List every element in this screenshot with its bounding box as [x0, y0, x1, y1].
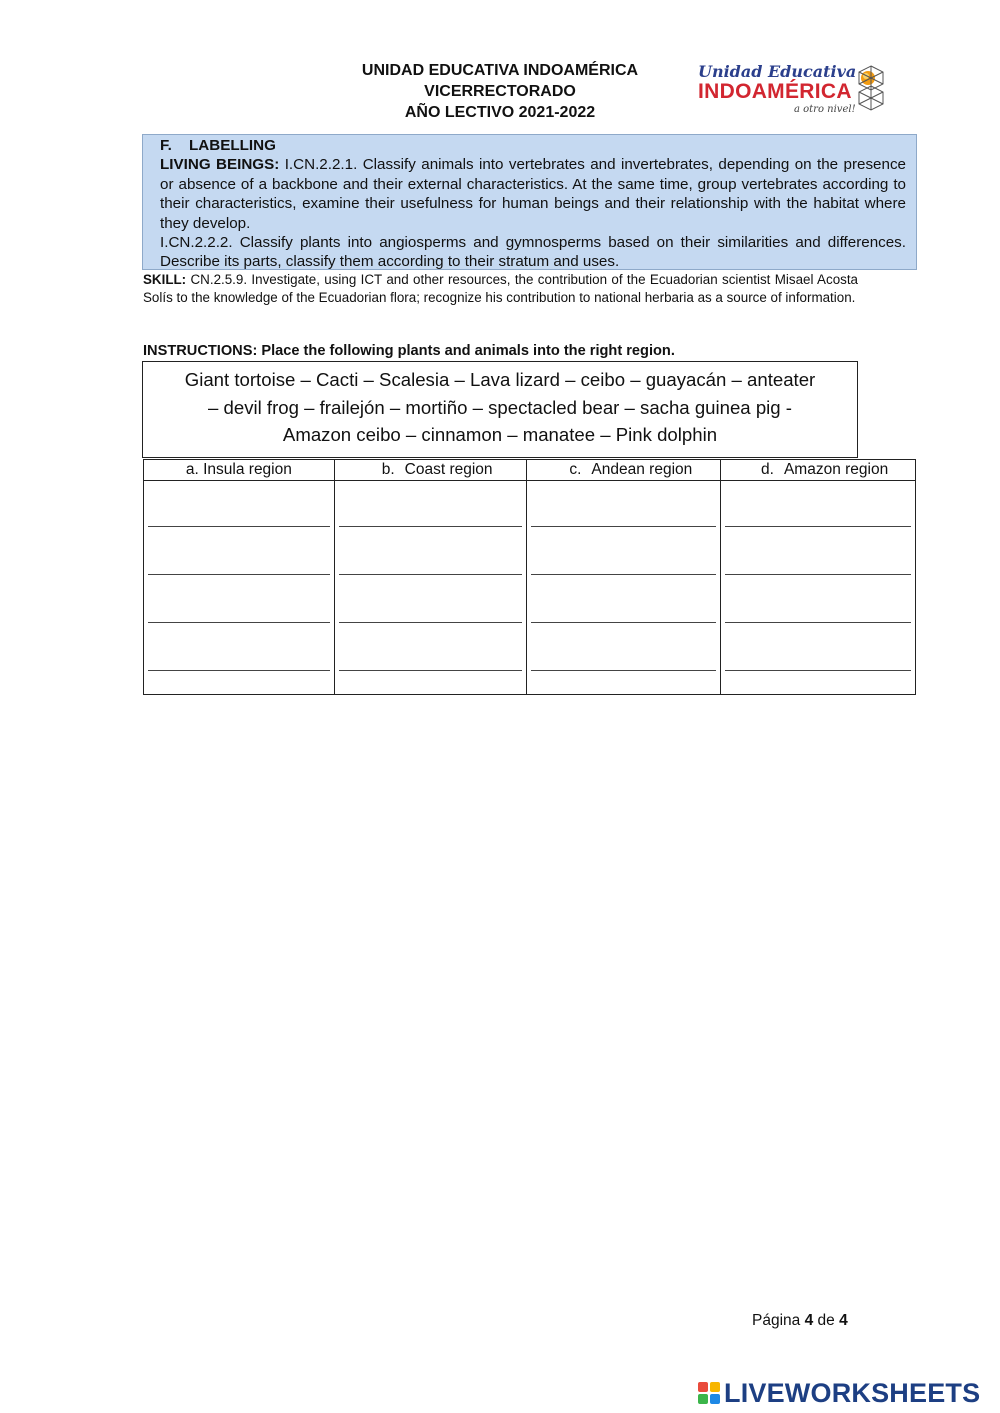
skill-text: CN.2.5.9. Investigate, using ICT and other resources, the contribution of the Ecuadorian scientist Misael Acosta Solís to the knowledge of the Ecuadorian flora; recognize his contribution to national herbaria as a source of information. [143, 272, 858, 305]
section-title [160, 136, 906, 155]
answer-blank[interactable] [339, 599, 523, 623]
andean-answers [527, 481, 721, 695]
watermark-text: LIVEWORKSHEETS [724, 1378, 981, 1408]
insula-answers [144, 481, 335, 695]
regions-answer-row [144, 481, 916, 695]
column-label: Insula region [203, 461, 292, 478]
school-logo [694, 60, 894, 120]
department-name: VICERRECTORADO [424, 83, 576, 100]
section-number: F. [160, 137, 172, 154]
word-bank [142, 361, 858, 458]
answer-blank[interactable] [531, 599, 716, 623]
school-name: UNIDAD EDUCATIVA INDOAMÉRICA [361, 62, 639, 79]
school-year: AÑO LECTIVO 2021-2022 [404, 104, 596, 121]
page-number [752, 1312, 848, 1330]
answer-blank[interactable] [148, 647, 330, 671]
answer-blank[interactable] [148, 599, 330, 623]
word-bank-line: Giant tortoise – Cacti – Scalesia – Lava lizard – ceibo – guayacán – anteater [184, 369, 816, 390]
skill-label: SKILL: [143, 272, 187, 287]
plants-paragraph: I.CN.2.2.2. Classify plants into angiosperms and gymnosperms based on their similarities and differences. Describe its parts, classify them according to their stratum and uses. [160, 234, 906, 271]
column-label: Andean region [591, 461, 693, 478]
column-letter: c. [569, 461, 582, 478]
coast-answers [334, 481, 527, 695]
column-label: Amazon region [783, 461, 889, 478]
answer-blank[interactable] [725, 551, 911, 575]
column-letter: d. [761, 461, 774, 478]
living-beings-paragraph [160, 155, 906, 233]
instructions: INSTRUCTIONS: Place the following plants and animals into the right region. [143, 343, 675, 359]
answer-blank[interactable] [339, 503, 523, 527]
column-letter: a. [185, 461, 199, 478]
answer-blank[interactable] [339, 647, 523, 671]
column-header-coast [334, 460, 527, 481]
logo-line2: INDOAMÉRICA [698, 80, 852, 103]
answer-blank[interactable] [725, 647, 911, 671]
liveworksheets-watermark [698, 1378, 994, 1408]
regions-header-row [144, 460, 916, 481]
logo-tagline: a otro nivel! [794, 104, 856, 115]
learning-outcomes-box [142, 134, 917, 270]
word-bank-line: Amazon ceibo – cinnamon – manatee – Pink dolphin [282, 424, 718, 445]
word-bank-line: – devil frog – frailejón – mortiño – spectacled bear – sacha guinea pig - [208, 396, 792, 418]
answer-blank[interactable] [148, 551, 330, 575]
cube-stack-icon [856, 64, 886, 112]
answer-blank[interactable] [339, 551, 523, 575]
amazon-answers [721, 481, 916, 695]
regions-table [143, 459, 916, 695]
answer-blank[interactable] [725, 503, 911, 527]
logo-line1: Unidad Educativa [698, 62, 857, 81]
answer-blank[interactable] [725, 599, 911, 623]
living-beings-text: I.CN.2.2.1. Classify animals into vertebrates and invertebrates, depending on the presence or absence of a backbone and their external characteristics. At the same time, group vertebrates according to their characteristics, examine their usefulness for human beings and their relationship with the habitat where they develop. [160, 156, 906, 232]
column-letter: b. [381, 461, 395, 478]
answer-blank[interactable] [531, 551, 716, 575]
skill-paragraph [143, 271, 858, 306]
section-title-text: LABELLING [189, 137, 276, 154]
column-header-insula [144, 460, 335, 481]
answer-blank[interactable] [531, 503, 716, 527]
answer-blank[interactable] [531, 647, 716, 671]
column-header-amazon [721, 460, 916, 481]
living-beings-label: LIVING BEINGS: [160, 156, 280, 174]
answer-blank[interactable] [148, 503, 330, 527]
page-middle: de [817, 1312, 835, 1329]
column-header-andean [527, 460, 721, 481]
page-prefix: Página [752, 1312, 801, 1329]
page-total: 4 [839, 1312, 848, 1329]
page-current: 4 [804, 1312, 814, 1329]
colored-grid-icon [698, 1382, 720, 1404]
school-header [300, 60, 700, 123]
column-label: Coast region [404, 461, 493, 478]
